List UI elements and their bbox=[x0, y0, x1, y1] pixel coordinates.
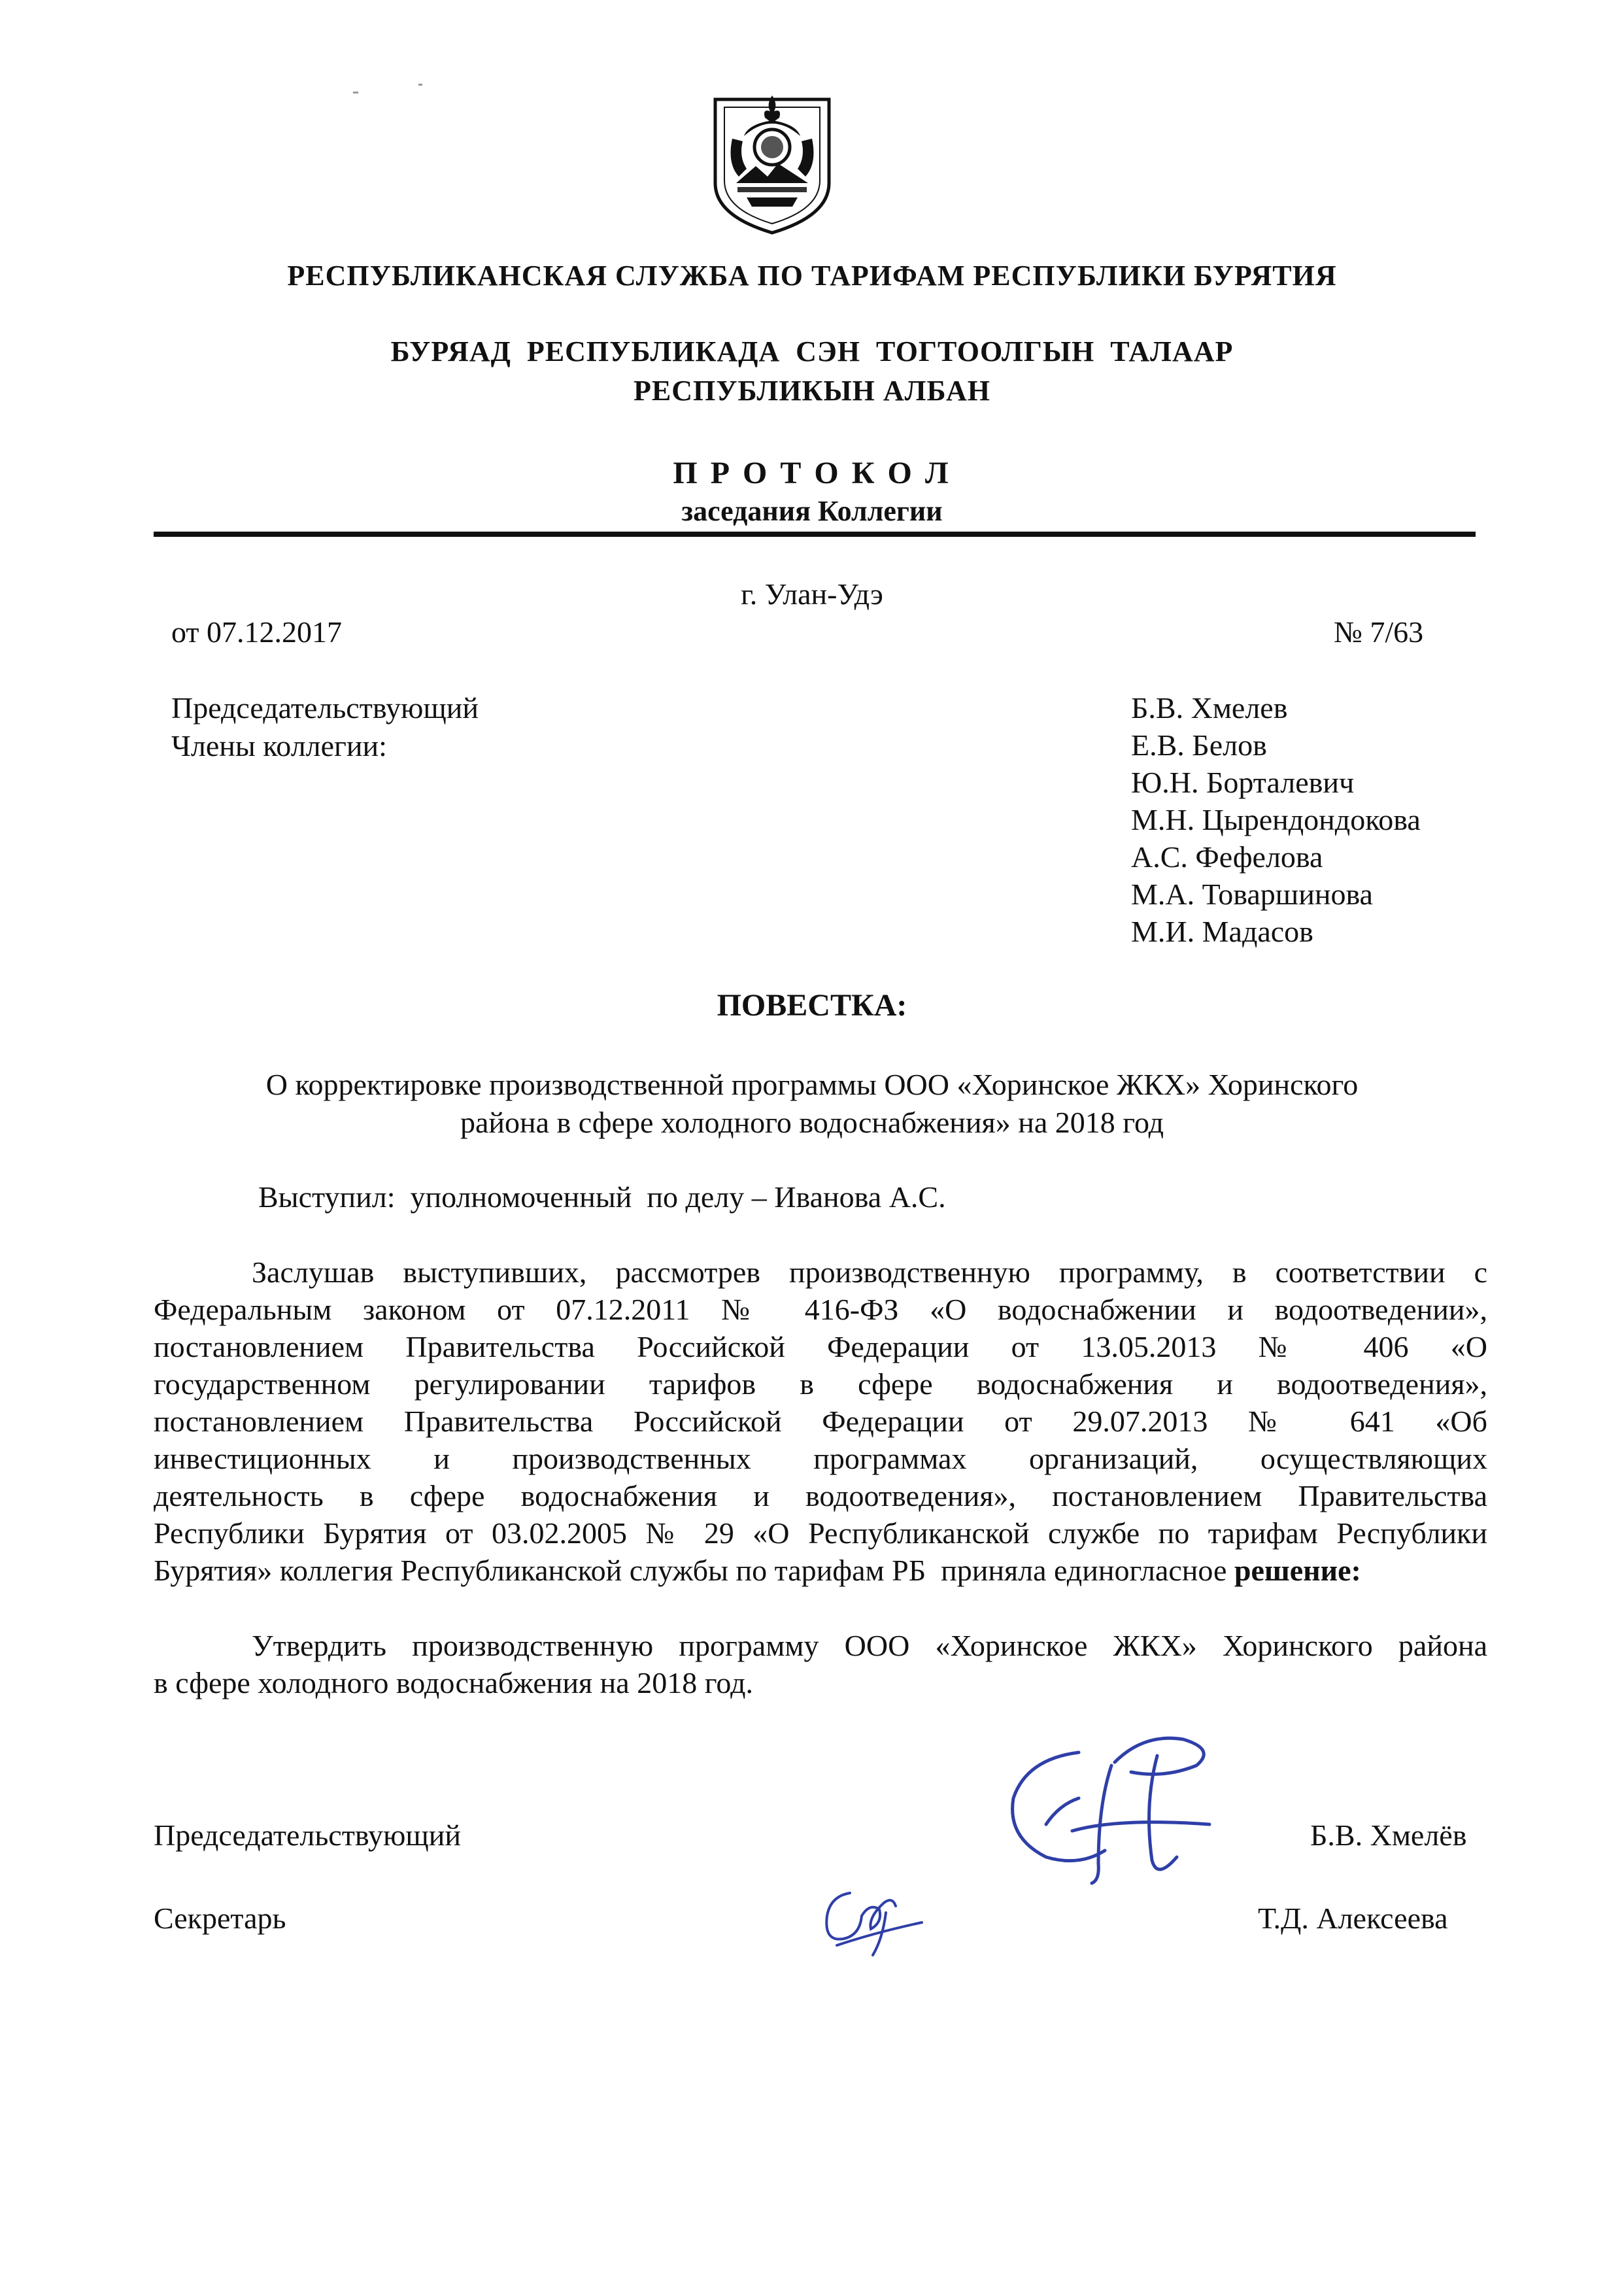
chair-handwritten-signature bbox=[1000, 1726, 1236, 1890]
signature-secretary-name: Т.Д. Алексеева bbox=[1258, 1902, 1448, 1935]
resolution-line: в сфере холодного водоснабжения на 2018 год. bbox=[154, 1666, 754, 1699]
paragraph-line: Республики Бурятия от 03.02.2005 № 29 «О Республиканской службе по тарифам Республики bbox=[154, 1516, 1487, 1550]
coat-of-arms-emblem bbox=[710, 85, 834, 235]
protocol-number: № 7/63 bbox=[1334, 615, 1424, 649]
attendee-name: Ю.Н. Борталевич bbox=[1131, 766, 1355, 799]
protocol-date: от 07.12.2017 bbox=[171, 615, 342, 649]
header-rule bbox=[154, 532, 1476, 537]
signature-chair-label: Председательствующий bbox=[154, 1818, 461, 1852]
city-label: г. Улан-Удэ bbox=[741, 577, 883, 611]
resolution-paragraph bbox=[154, 1627, 1487, 1701]
decision-word: решение: bbox=[1234, 1554, 1361, 1587]
paragraph-line: постановлением Правительства Российской Федерации от 13.05.2013 № 406 «О bbox=[154, 1330, 1487, 1363]
organization-name-buryat-line1: БУРЯАД РЕСПУБЛИКАДА СЭН ТОГТООЛГЫН ТАЛААР bbox=[390, 335, 1234, 367]
organization-name-ru: РЕСПУБЛИКАНСКАЯ СЛУЖБА ПО ТАРИФАМ РЕСПУБЛИКИ БУРЯТИЯ bbox=[287, 260, 1337, 292]
members-label: Члены коллегии: bbox=[171, 729, 387, 762]
signature-chair-name: Б.В. Хмелёв bbox=[1310, 1818, 1467, 1852]
scan-artifact bbox=[353, 92, 358, 94]
paragraph-last-text: Бурятия» коллегия Республиканской службы по тарифам РБ приняла единогласное bbox=[154, 1554, 1234, 1587]
attendee-name: Б.В. Хмелев bbox=[1131, 691, 1288, 725]
attendee-name: А.С. Фефелова bbox=[1131, 840, 1323, 874]
paragraph-line: постановлением Правительства Российской Федерации от 29.07.2013 № 641 «Об bbox=[154, 1405, 1487, 1438]
agenda-heading: ПОВЕСТКА: bbox=[717, 988, 907, 1023]
attendee-name: Е.В. Белов bbox=[1131, 728, 1267, 762]
attendee-name: М.А. Товаршинова bbox=[1131, 878, 1373, 911]
paragraph-last-line bbox=[154, 1552, 1487, 1589]
document-subtitle: заседания Коллегии bbox=[681, 495, 943, 527]
agenda-item-line1: О корректировке производственной программы ООО «Хоринское ЖКХ» Хоринского bbox=[265, 1068, 1359, 1101]
attendees-list bbox=[1131, 689, 1421, 950]
resolution-line: Утвердить производственную программу ООО «Хоринское ЖКХ» Хоринского района bbox=[252, 1629, 1487, 1662]
paragraph-line: Федеральным законом от 07.12.2011 № 416-ФЗ «О водоснабжении и водоотведении», bbox=[154, 1293, 1487, 1326]
paragraph-line: государственном регулировании тарифов в сфере водоснабжения и водоотведения», bbox=[154, 1367, 1487, 1401]
speaker-line: Выступил: уполномоченный по делу – Иванова А.С. bbox=[258, 1180, 946, 1214]
signature-secretary-label: Секретарь bbox=[154, 1902, 286, 1935]
organization-name-buryat-line2: РЕСПУБЛИКЫН АЛБАН bbox=[634, 375, 990, 407]
document-type-title: П Р О Т О К О Л bbox=[673, 456, 951, 490]
attendee-name: М.Н. Цырендондокова bbox=[1131, 803, 1421, 836]
paragraph-line: деятельность в сфере водоснабжения и водоотведения», постановлением Правительства bbox=[154, 1479, 1487, 1512]
paragraph-line: инвестиционных и производственных программах организаций, осуществляющих bbox=[154, 1442, 1487, 1475]
attendee-name: М.И. Мадасов bbox=[1131, 915, 1313, 948]
decision-paragraph bbox=[154, 1254, 1487, 1589]
secretary-handwritten-signature bbox=[811, 1877, 928, 1968]
paragraph-line: Заслушав выступивших, рассмотрев производственную программу, в соответствии с bbox=[252, 1255, 1487, 1289]
chair-label: Председательствующий bbox=[171, 691, 479, 725]
agenda-item-line2: района в сфере холодного водоснабжения» на 2018 год bbox=[460, 1106, 1164, 1139]
scan-artifact bbox=[418, 84, 422, 86]
